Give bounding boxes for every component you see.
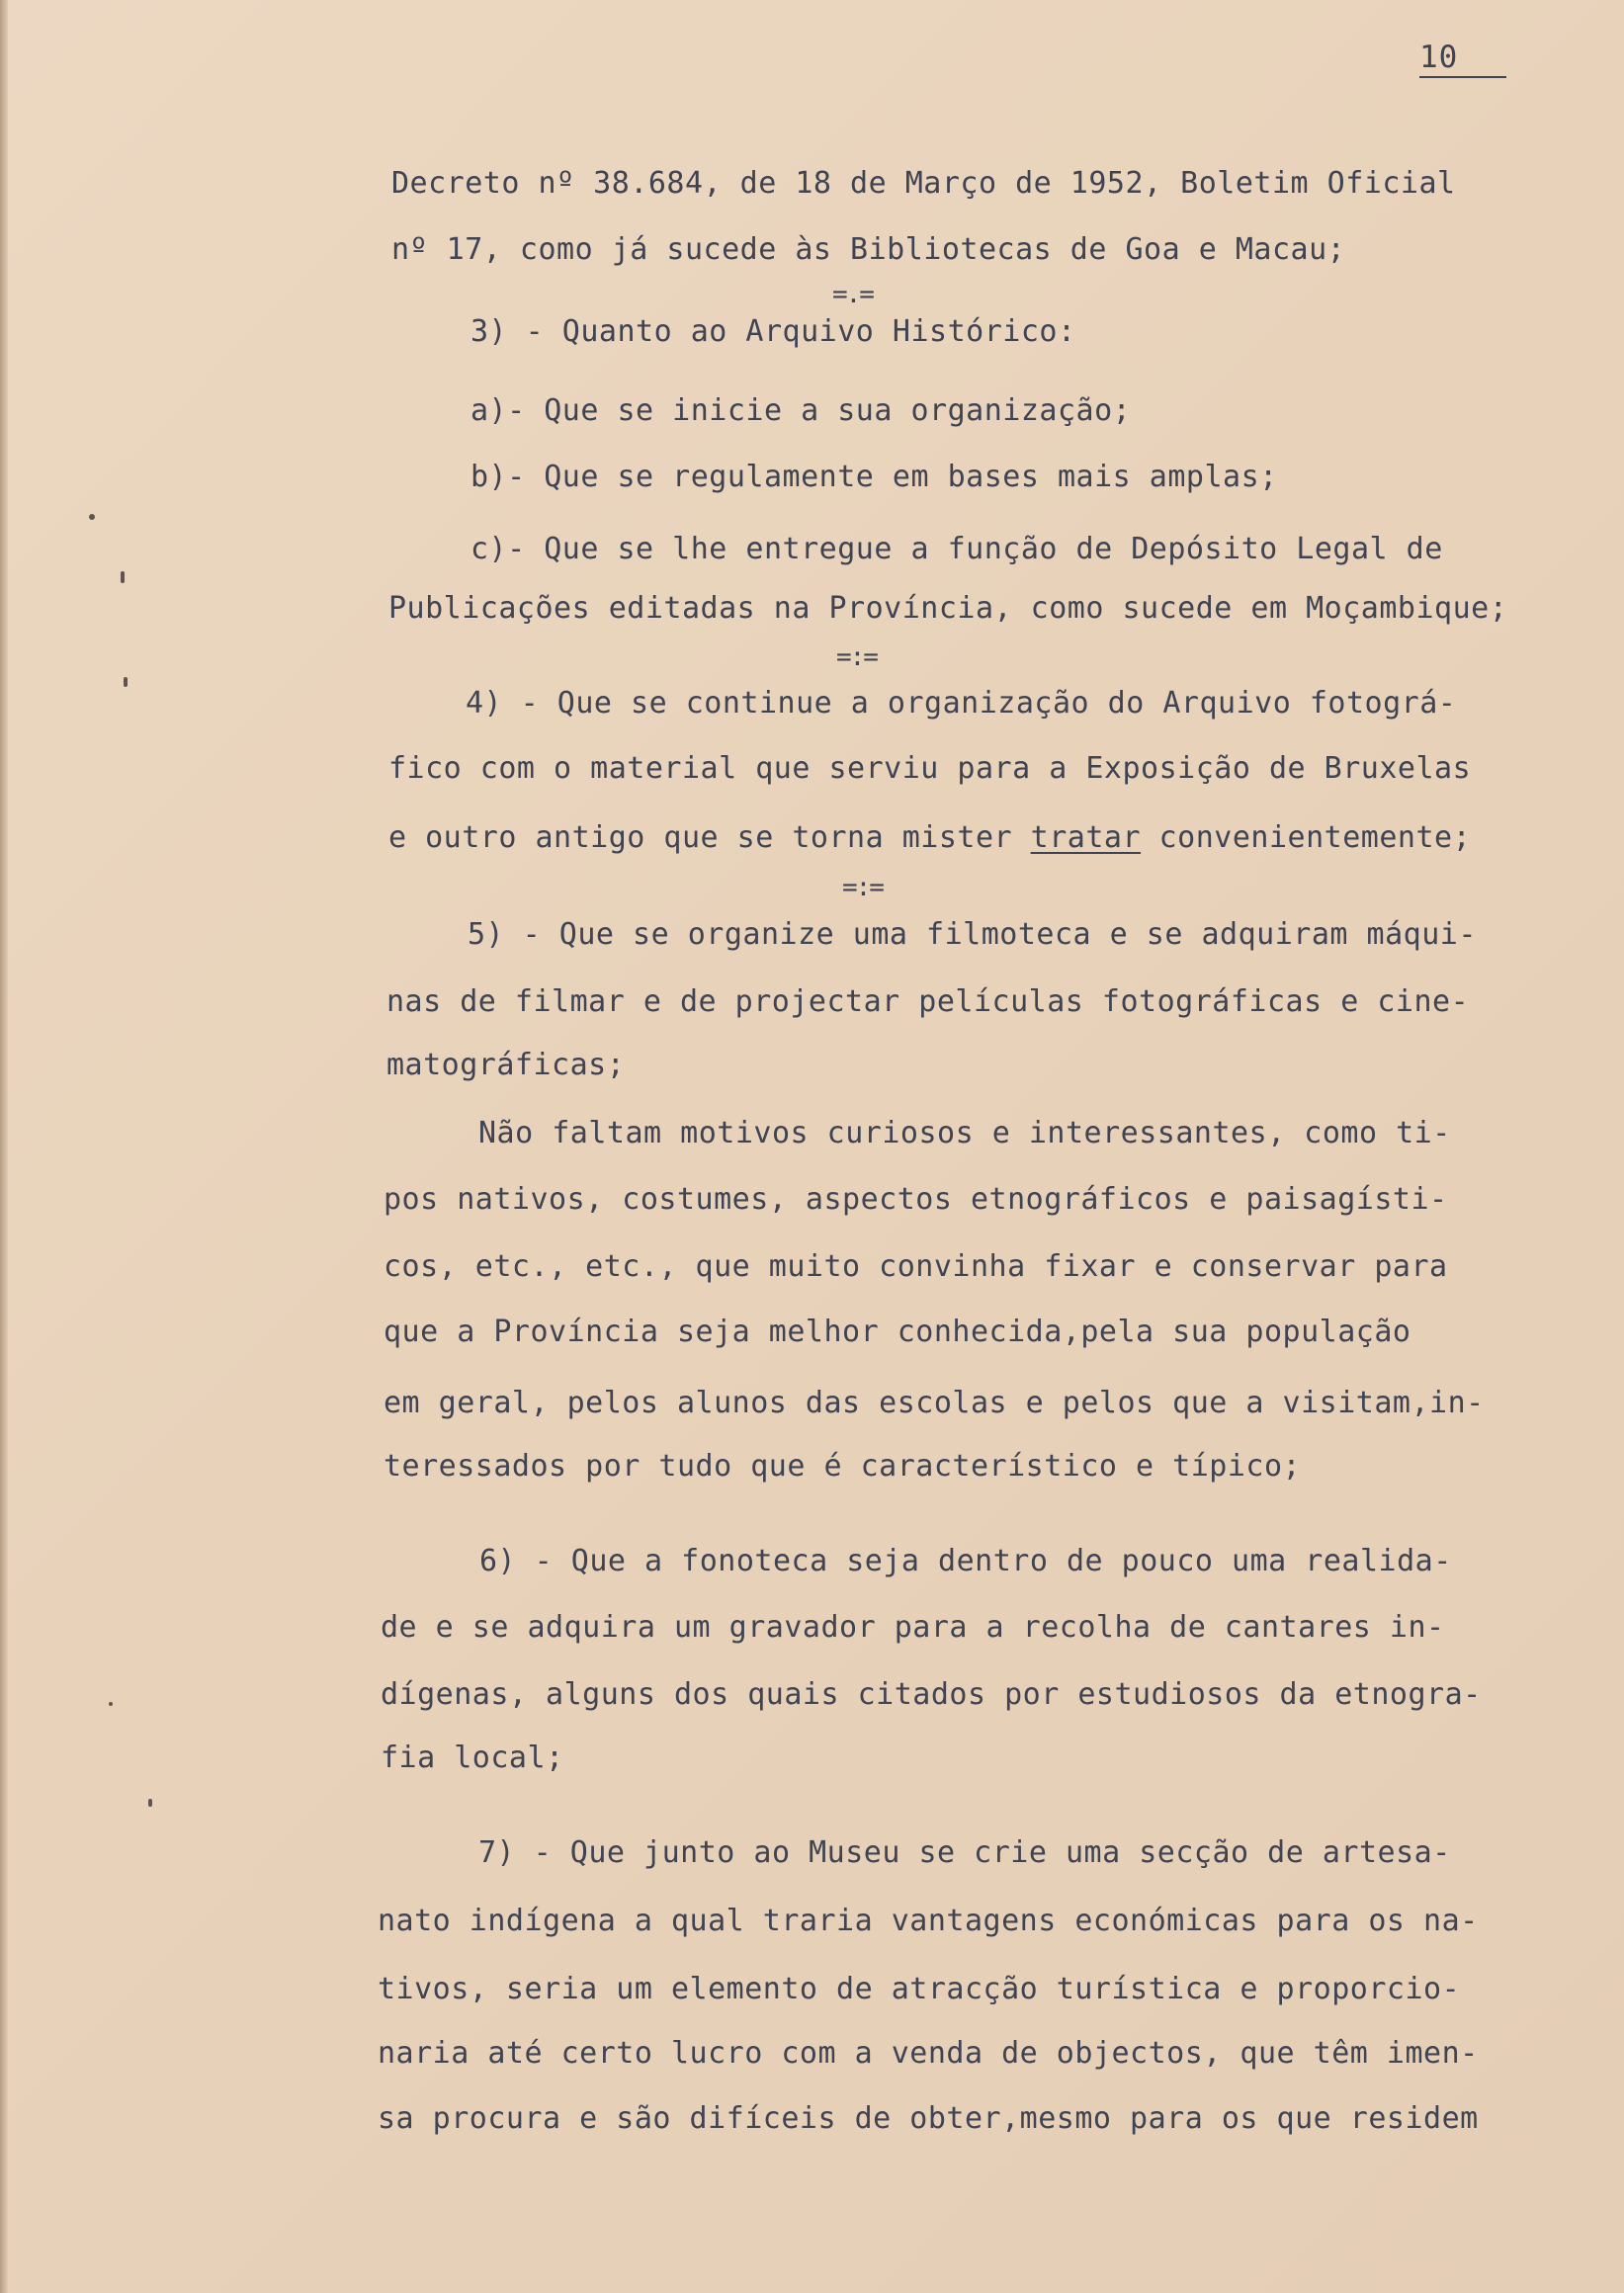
text-line: pos nativos, costumes, aspectos etnográficos e paisagísti- — [384, 1182, 1448, 1217]
text-line: fico com o material que serviu para a Exposição de Bruxelas — [388, 751, 1472, 786]
page-number: 10 — [1419, 40, 1459, 75]
text-line: nº 17, como já sucede às Bibliotecas de Goa e Macau; — [391, 232, 1346, 267]
text-line: 3) - Quanto ao Arquivo Histórico: — [470, 314, 1076, 349]
paper-edge — [0, 0, 8, 2293]
text-line: Decreto nº 38.684, de 18 de Março de 1952, Boletim Oficial — [391, 166, 1456, 201]
text-line: b)- Que se regulamente em bases mais amplas; — [470, 460, 1278, 494]
paper-speck — [121, 571, 125, 583]
separator-mark: =.= — [832, 280, 873, 309]
text-line: 4) - Que se continue a organização do Arquivo fotográ- — [466, 686, 1457, 721]
text-line: Publicações editadas na Província, como sucede em Moçambique; — [388, 591, 1508, 626]
text-line — [388, 820, 1471, 856]
separator-mark: =:= — [836, 642, 877, 672]
paper-speck — [109, 1702, 113, 1706]
separator-mark: =:= — [842, 873, 883, 902]
text-line: c)- Que se lhe entregue a função de Depósito Legal de — [470, 532, 1443, 566]
text-line: dígenas, alguns dos quais citados por estudiosos da etnogra- — [381, 1677, 1482, 1712]
paper-speck — [89, 514, 95, 520]
text-line: a)- Que se inicie a sua organização; — [470, 393, 1132, 428]
text-line: que a Província seja melhor conhecida,pela sua população — [384, 1315, 1411, 1349]
text-line: de e se adquira um gravador para a recolha de cantares in- — [381, 1610, 1445, 1645]
text-line: teressados por tudo que é característico e típico; — [384, 1449, 1302, 1484]
paper-speck — [148, 1799, 152, 1807]
text-line: nato indígena a qual traria vantagens económicas para os na- — [378, 1904, 1479, 1938]
underlined-word: tratar — [1030, 820, 1142, 855]
text-line: fia local; — [381, 1741, 564, 1775]
page-number-underline — [1419, 76, 1506, 78]
text-line: sa procura e são difíceis de obter,mesmo para os que residem — [378, 2101, 1479, 2136]
text-line: em geral, pelos alunos das escolas e pelos que a visitam,in- — [384, 1386, 1485, 1420]
text-segment: convenientemente; — [1141, 820, 1472, 855]
text-line: naria até certo lucro com a venda de objectos, que têm imen- — [378, 2036, 1479, 2071]
text-segment: e outro antigo que se torna mister — [388, 820, 1031, 855]
text-line: tivos, seria um elemento de atracção turística e proporcio- — [378, 1972, 1461, 2006]
text-line: Não faltam motivos curiosos e interessantes, como ti- — [478, 1116, 1451, 1150]
text-line: 7) - Que junto ao Museu se crie uma secção de artesa- — [478, 1835, 1451, 1870]
text-line: matográficas; — [386, 1048, 626, 1082]
text-line: 5) - Que se organize uma filmoteca e se adquiram máqui- — [468, 917, 1477, 952]
paper-speck — [124, 677, 128, 687]
text-line: cos, etc., etc., que muito convinha fixar e conservar para — [384, 1249, 1448, 1284]
text-line: nas de filmar e de projectar películas fotográficas e cine- — [386, 984, 1470, 1019]
text-line: 6) - Que a fonoteca seja dentro de pouco uma realida- — [479, 1544, 1452, 1578]
